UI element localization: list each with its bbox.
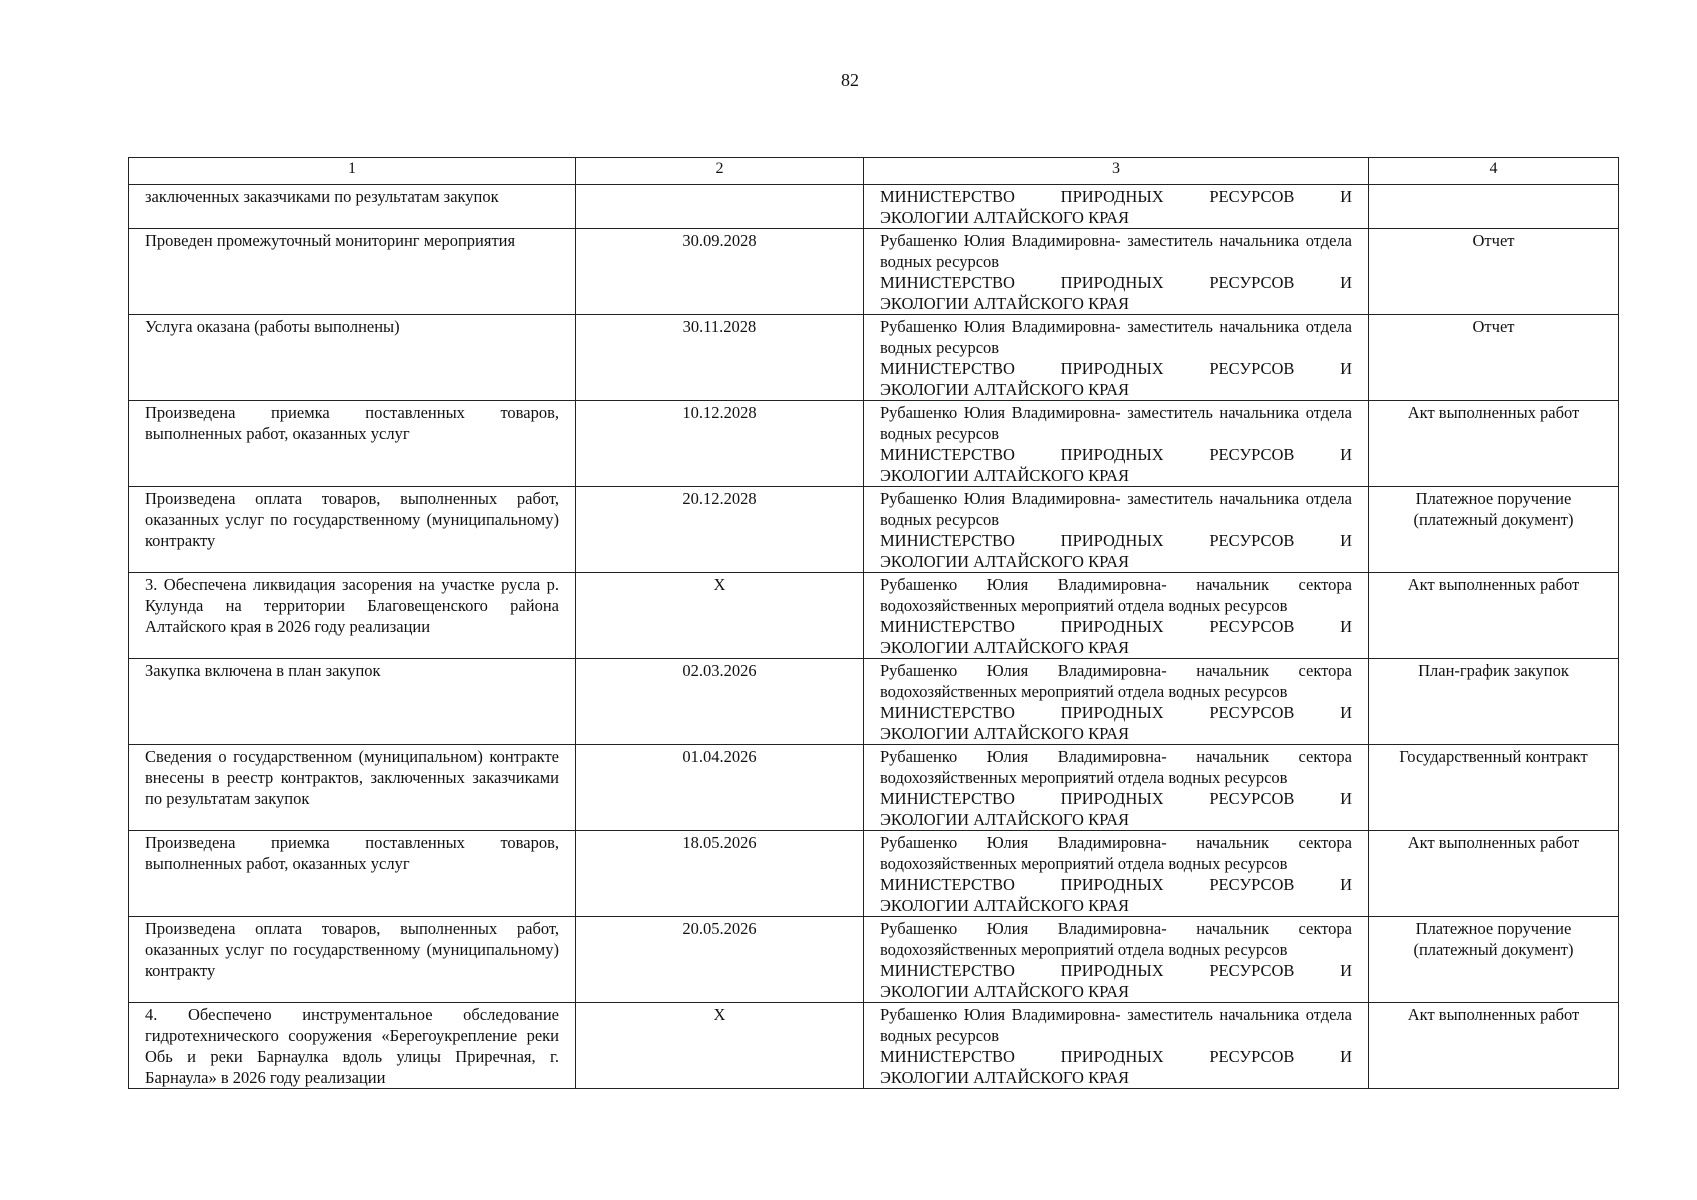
deadline-date: 18.05.2026 xyxy=(576,831,864,917)
responsible-cell xyxy=(864,1003,1369,1089)
organization-line-2: ЭКОЛОГИИ АЛТАЙСКОГО КРАЯ xyxy=(880,896,1130,915)
document-type: Акт выполненных работ xyxy=(1369,1003,1619,1089)
responsible-person: Рубашенко Юлия Владимировна- начальник сектора водохозяйственных мероприятий отдела водных ресурсов xyxy=(880,919,1352,959)
organization-line-1 xyxy=(880,1046,1352,1067)
organization-word: ПРИРОДНЫХ xyxy=(1060,273,1164,292)
organization-word: РЕСУРСОВ xyxy=(1209,359,1295,378)
organization-word: РЕСУРСОВ xyxy=(1209,187,1295,206)
organization-word: РЕСУРСОВ xyxy=(1209,703,1295,722)
organization-word: МИНИСТЕРСТВО xyxy=(880,617,1015,636)
organization-word: И xyxy=(1340,187,1352,206)
organization-line-1 xyxy=(880,616,1352,637)
deadline-date: 30.09.2028 xyxy=(576,229,864,315)
events-table xyxy=(128,157,1619,1089)
organization-word: ПРИРОДНЫХ xyxy=(1060,445,1164,464)
organization-line-1 xyxy=(880,186,1352,207)
document-type: Платежное поручение (платежный документ) xyxy=(1369,487,1619,573)
organization-line-2: ЭКОЛОГИИ АЛТАЙСКОГО КРАЯ xyxy=(880,552,1130,571)
organization-line-2: ЭКОЛОГИИ АЛТАЙСКОГО КРАЯ xyxy=(880,724,1130,743)
table-row xyxy=(129,659,1619,745)
deadline-date: Х xyxy=(576,1003,864,1089)
responsible-cell xyxy=(864,401,1369,487)
organization-line-1 xyxy=(880,530,1352,551)
responsible-person: Рубашенко Юлия Владимировна- начальник сектора водохозяйственных мероприятий отдела водных ресурсов xyxy=(880,747,1352,787)
organization-word: МИНИСТЕРСТВО xyxy=(880,1047,1015,1066)
organization-line-2: ЭКОЛОГИИ АЛТАЙСКОГО КРАЯ xyxy=(880,208,1130,227)
column-header: 4 xyxy=(1369,158,1619,185)
column-header: 3 xyxy=(864,158,1369,185)
responsible-cell xyxy=(864,659,1369,745)
result-description: 4. Обеспечено инструментальное обследование гидротехнического сооружения «Берегоукрепление реки Обь и реки Барнаулка вдоль улицы Приречная, г. Барнаула» в 2026 году реализации xyxy=(129,1003,576,1089)
organization-word: РЕСУРСОВ xyxy=(1209,273,1295,292)
result-description: Сведения о государственном (муниципальном) контракте внесены в реестр контрактов, заключенных заказчиками по результатам закупок xyxy=(129,745,576,831)
organization-line-2: ЭКОЛОГИИ АЛТАЙСКОГО КРАЯ xyxy=(880,982,1130,1001)
responsible-cell xyxy=(864,745,1369,831)
responsible-cell xyxy=(864,917,1369,1003)
organization-word: ПРИРОДНЫХ xyxy=(1060,531,1164,550)
organization-word: РЕСУРСОВ xyxy=(1209,445,1295,464)
result-description: Произведена приемка поставленных товаров, выполненных работ, оказанных услуг xyxy=(129,831,576,917)
organization-word: И xyxy=(1340,445,1352,464)
table-row xyxy=(129,917,1619,1003)
organization-word: ПРИРОДНЫХ xyxy=(1060,961,1164,980)
responsible-person: Рубашенко Юлия Владимировна- начальник сектора водохозяйственных мероприятий отдела водных ресурсов xyxy=(880,833,1352,873)
responsible-cell xyxy=(864,315,1369,401)
organization-word: И xyxy=(1340,359,1352,378)
responsible-person: Рубашенко Юлия Владимировна- заместитель начальника отдела водных ресурсов xyxy=(880,317,1352,357)
responsible-person: Рубашенко Юлия Владимировна- заместитель начальника отдела водных ресурсов xyxy=(880,1005,1352,1045)
organization-word: МИНИСТЕРСТВО xyxy=(880,187,1015,206)
result-description: Проведен промежуточный мониторинг мероприятия xyxy=(129,229,576,315)
organization-word: ПРИРОДНЫХ xyxy=(1060,875,1164,894)
organization-word: РЕСУРСОВ xyxy=(1209,531,1295,550)
organization-word: ПРИРОДНЫХ xyxy=(1060,703,1164,722)
organization-word: РЕСУРСОВ xyxy=(1209,789,1295,808)
deadline-date: Х xyxy=(576,573,864,659)
table-row xyxy=(129,315,1619,401)
page-number: 82 xyxy=(841,70,859,90)
table-row xyxy=(129,401,1619,487)
organization-word: МИНИСТЕРСТВО xyxy=(880,359,1015,378)
organization-word: И xyxy=(1340,273,1352,292)
deadline-date: 20.12.2028 xyxy=(576,487,864,573)
organization-word: И xyxy=(1340,789,1352,808)
result-description: заключенных заказчиками по результатам закупок xyxy=(129,185,576,229)
organization-word: ПРИРОДНЫХ xyxy=(1060,187,1164,206)
organization-line-1 xyxy=(880,788,1352,809)
document-type: Отчет xyxy=(1369,315,1619,401)
result-description: Услуга оказана (работы выполнены) xyxy=(129,315,576,401)
organization-word: ПРИРОДНЫХ xyxy=(1060,789,1164,808)
responsible-cell xyxy=(864,229,1369,315)
organization-word: МИНИСТЕРСТВО xyxy=(880,273,1015,292)
organization-line-2: ЭКОЛОГИИ АЛТАЙСКОГО КРАЯ xyxy=(880,466,1130,485)
deadline-date: 20.05.2026 xyxy=(576,917,864,1003)
table-row xyxy=(129,229,1619,315)
organization-line-1 xyxy=(880,272,1352,293)
table-row xyxy=(129,745,1619,831)
responsible-cell xyxy=(864,573,1369,659)
organization-word: И xyxy=(1340,1047,1352,1066)
organization-line-1 xyxy=(880,960,1352,981)
organization-word: МИНИСТЕРСТВО xyxy=(880,531,1015,550)
organization-word: РЕСУРСОВ xyxy=(1209,617,1295,636)
responsible-person: Рубашенко Юлия Владимировна- начальник сектора водохозяйственных мероприятий отдела водных ресурсов xyxy=(880,661,1352,701)
document-type: Государственный контракт xyxy=(1369,745,1619,831)
deadline-date: 10.12.2028 xyxy=(576,401,864,487)
deadline-date: 30.11.2028 xyxy=(576,315,864,401)
responsible-cell xyxy=(864,185,1369,229)
organization-line-2: ЭКОЛОГИИ АЛТАЙСКОГО КРАЯ xyxy=(880,810,1130,829)
organization-word: ПРИРОДНЫХ xyxy=(1060,1047,1164,1066)
organization-word: И xyxy=(1340,531,1352,550)
organization-word: РЕСУРСОВ xyxy=(1209,1047,1295,1066)
table-row xyxy=(129,185,1619,229)
document-type: Акт выполненных работ xyxy=(1369,401,1619,487)
result-description: Произведена оплата товаров, выполненных работ, оказанных услуг по государственному (муниципальному) контракту xyxy=(129,487,576,573)
table-row xyxy=(129,1003,1619,1089)
organization-word: И xyxy=(1340,703,1352,722)
responsible-cell xyxy=(864,487,1369,573)
column-header: 1 xyxy=(129,158,576,185)
organization-word: РЕСУРСОВ xyxy=(1209,961,1295,980)
organization-line-1 xyxy=(880,358,1352,379)
organization-word: МИНИСТЕРСТВО xyxy=(880,789,1015,808)
document-type: План-график закупок xyxy=(1369,659,1619,745)
document-type: Платежное поручение (платежный документ) xyxy=(1369,917,1619,1003)
table-row xyxy=(129,573,1619,659)
organization-line-1 xyxy=(880,702,1352,723)
organization-line-1 xyxy=(880,444,1352,465)
organization-line-2: ЭКОЛОГИИ АЛТАЙСКОГО КРАЯ xyxy=(880,638,1130,657)
responsible-person: Рубашенко Юлия Владимировна- начальник сектора водохозяйственных мероприятий отдела водных ресурсов xyxy=(880,575,1352,615)
deadline-date xyxy=(576,185,864,229)
organization-word: ПРИРОДНЫХ xyxy=(1060,359,1164,378)
organization-word: МИНИСТЕРСТВО xyxy=(880,703,1015,722)
table-row xyxy=(129,487,1619,573)
result-description: 3. Обеспечена ликвидация засорения на участке русла р. Кулунда на территории Благовещенского района Алтайского края в 2026 году реализации xyxy=(129,573,576,659)
document-type xyxy=(1369,185,1619,229)
organization-line-2: ЭКОЛОГИИ АЛТАЙСКОГО КРАЯ xyxy=(880,294,1130,313)
deadline-date: 02.03.2026 xyxy=(576,659,864,745)
organization-word: ПРИРОДНЫХ xyxy=(1060,617,1164,636)
organization-word: МИНИСТЕРСТВО xyxy=(880,875,1015,894)
table-row xyxy=(129,831,1619,917)
organization-word: И xyxy=(1340,961,1352,980)
responsible-cell xyxy=(864,831,1369,917)
organization-word: РЕСУРСОВ xyxy=(1209,875,1295,894)
organization-word: МИНИСТЕРСТВО xyxy=(880,445,1015,464)
organization-word: И xyxy=(1340,875,1352,894)
column-header: 2 xyxy=(576,158,864,185)
result-description: Произведена оплата товаров, выполненных работ, оказанных услуг по государственному (муниципальному) контракту xyxy=(129,917,576,1003)
organization-word: И xyxy=(1340,617,1352,636)
deadline-date: 01.04.2026 xyxy=(576,745,864,831)
table-header-row xyxy=(129,158,1619,185)
document-type: Отчет xyxy=(1369,229,1619,315)
document-type: Акт выполненных работ xyxy=(1369,831,1619,917)
responsible-person: Рубашенко Юлия Владимировна- заместитель начальника отдела водных ресурсов xyxy=(880,489,1352,529)
responsible-person: Рубашенко Юлия Владимировна- заместитель начальника отдела водных ресурсов xyxy=(880,403,1352,443)
organization-line-1 xyxy=(880,874,1352,895)
organization-line-2: ЭКОЛОГИИ АЛТАЙСКОГО КРАЯ xyxy=(880,380,1130,399)
result-description: Закупка включена в план закупок xyxy=(129,659,576,745)
result-description: Произведена приемка поставленных товаров, выполненных работ, оказанных услуг xyxy=(129,401,576,487)
document-type: Акт выполненных работ xyxy=(1369,573,1619,659)
responsible-person: Рубашенко Юлия Владимировна- заместитель начальника отдела водных ресурсов xyxy=(880,231,1352,271)
organization-line-2: ЭКОЛОГИИ АЛТАЙСКОГО КРАЯ xyxy=(880,1068,1130,1087)
organization-word: МИНИСТЕРСТВО xyxy=(880,961,1015,980)
